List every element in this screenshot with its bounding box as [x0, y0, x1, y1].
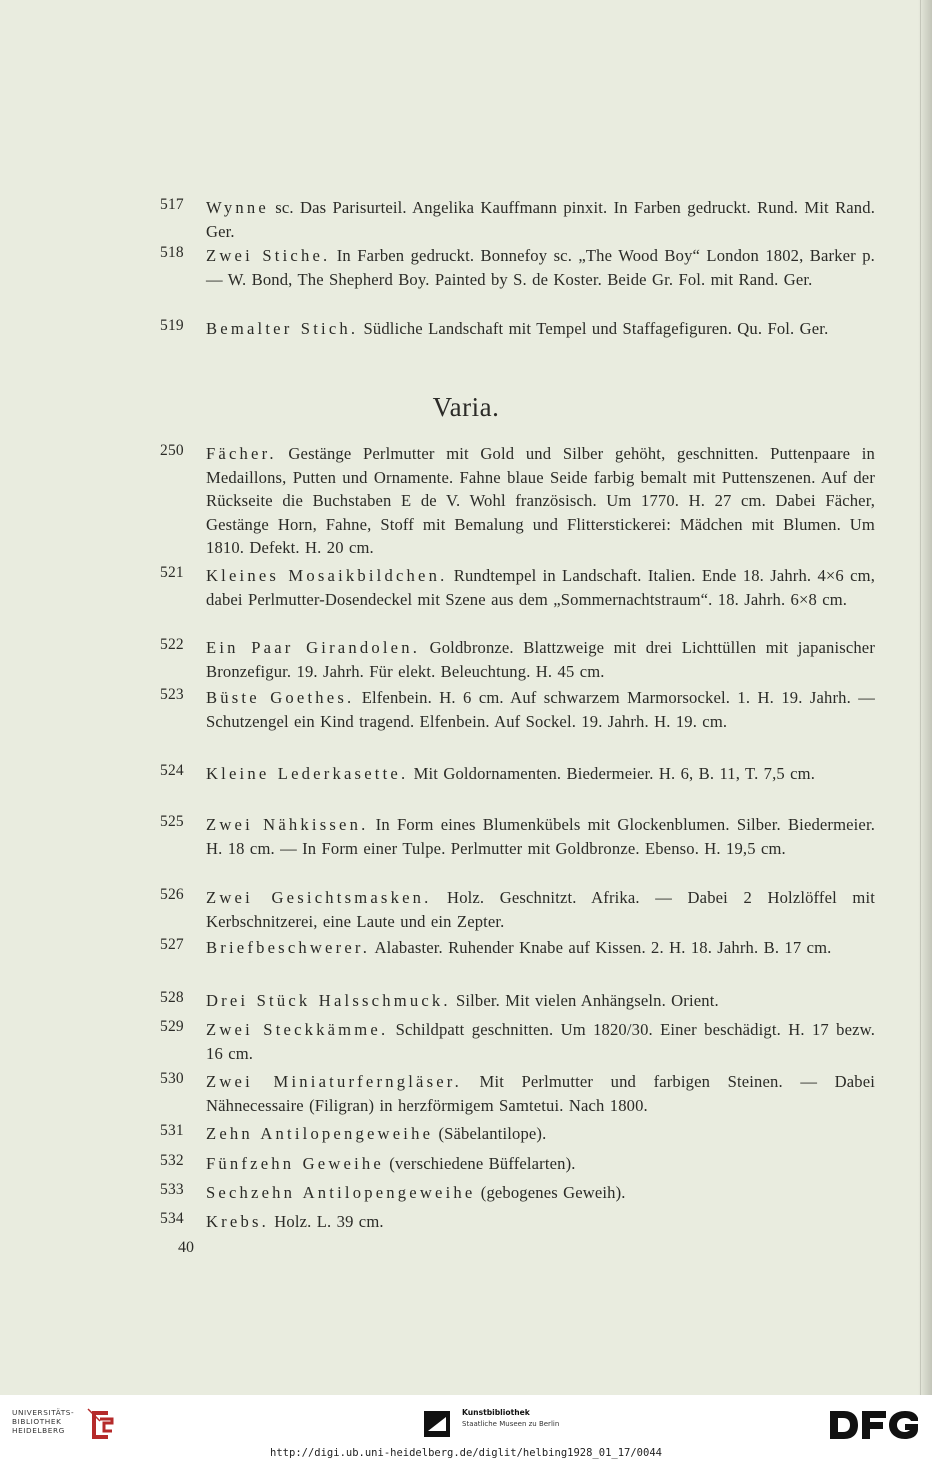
entry-name: Fünfzehn Geweihe [206, 1154, 384, 1173]
entry-text: Südliche Landschaft mit Tempel und Staffagefiguren. Qu. Fol. Ger. [358, 319, 829, 338]
university-line-1: UNIVERSITÄTS- [12, 1408, 75, 1417]
catalog-entry-522 [160, 636, 875, 683]
entry-name: Ein Paar Girandolen. [206, 638, 421, 657]
entry-number: 517 [160, 196, 184, 213]
entry-text: Holz. L. 39 cm. [268, 1212, 384, 1231]
entry-text: (Säbelantilope). [433, 1124, 547, 1143]
entry-name: Fächer. [206, 444, 277, 463]
entry-name: Zwei Gesichtsmasken. [206, 888, 432, 907]
catalog-entry-526 [160, 886, 875, 933]
catalog-entry-523 [160, 686, 875, 733]
entry-number: 525 [160, 813, 184, 830]
entry-number: 527 [160, 936, 184, 953]
catalog-entry-534 [160, 1210, 875, 1234]
university-line-3: HEIDELBERG [12, 1426, 65, 1436]
entry-number: 521 [160, 564, 184, 581]
catalog-entry-528 [160, 989, 875, 1013]
catalog-entry-529 [160, 1018, 875, 1065]
entry-name: Sechzehn Antilopengeweihe [206, 1183, 476, 1202]
entry-name: Krebs. [206, 1212, 269, 1231]
entry-number: 519 [160, 317, 184, 334]
university-crest-icon [86, 1407, 116, 1443]
page-number: 40 [178, 1239, 194, 1256]
entry-number: 531 [160, 1122, 184, 1139]
entry-text: Silber. Mit vielen Anhängseln. Orient. [450, 991, 719, 1010]
entry-number: 529 [160, 1018, 184, 1035]
entry-number: 524 [160, 762, 184, 779]
entry-text: Elfenbein. H. 6 cm. Auf schwarzem Marmorsockel. 1. H. 19. Jahrh. — Schutzengel ein Kind tragend. Elfenbein. Auf Sockel. 19. Jahrh. H. 19. cm. [206, 688, 875, 731]
catalog-entry-533 [160, 1181, 875, 1205]
entry-name: Zwei Miniaturferngläser. [206, 1072, 462, 1091]
entry-name: Wynne [206, 198, 269, 217]
entry-number: 533 [160, 1181, 184, 1198]
entry-name: Kleine Lederkasette. [206, 764, 409, 783]
catalog-entry-532 [160, 1152, 875, 1176]
catalog-entry-525 [160, 813, 875, 860]
catalog-entry-518 [160, 244, 875, 291]
entry-text: Mit Perlmutter und farbigen Steinen. — Dabei Nähnecessaire (Filigran) in herzförmigem Samtetui. Nach 1800. [206, 1072, 876, 1115]
entry-number: 532 [160, 1152, 184, 1169]
kunstbibliothek-subtitle: Staatliche Museen zu Berlin [462, 1420, 560, 1428]
entry-name: Büste Goethes. [206, 688, 355, 707]
entry-text: Gestänge Perlmutter mit Gold und Silber gehöht, geschnitten. Puttenpaare in Medaillons, Putten und Ornamente. Fahne blaue Seide farbig bemalt mit Puttenszenen. Auf der Rückseite die Buchstaben E de V. Wohl französisch. Um 1770. H. 27 cm. Dabei Fächer, Gestänge Horn, Fahne, Stoff mit Bemalung und Flitterstickerei: Mädchen mit Blumen. Um 1810. Defekt. H. 20 cm. [206, 444, 875, 558]
entry-number: 526 [160, 886, 184, 903]
entry-number: 534 [160, 1210, 184, 1227]
entry-number: 250 [160, 442, 184, 459]
footer-bar [0, 1395, 932, 1464]
entry-name: Briefbeschwerer. [206, 938, 371, 957]
university-line-2: BIBLIOTHEK [12, 1417, 62, 1427]
entry-text: sc. Das Parisurteil. Angelika Kauffmann pinxit. In Farben gedruckt. Rund. Mit Rand. Ger. [206, 198, 875, 241]
entry-text: Schildpatt geschnitten. Um 1820/30. Einer beschädigt. H. 17 bezw. 16 cm. [206, 1020, 875, 1063]
page-edge-line [920, 0, 921, 1395]
kunstbibliothek-mark-icon [424, 1411, 450, 1437]
entry-number: 518 [160, 244, 184, 261]
entry-name: Zehn Antilopengeweihe [206, 1124, 434, 1143]
entry-number: 530 [160, 1070, 184, 1087]
entry-name: Drei Stück Halsschmuck. [206, 991, 451, 1010]
section-title: Varia. [432, 392, 500, 422]
catalog-entry-521 [160, 564, 875, 611]
kunstbibliothek-logo[interactable] [424, 1407, 584, 1441]
catalog-entry-250 [160, 442, 875, 560]
entry-number: 528 [160, 989, 184, 1006]
catalog-entry-517 [160, 196, 875, 243]
university-library-name [12, 1408, 74, 1436]
entry-text: In Form eines Blumenkübels mit Glockenblumen. Silber. Biedermeier. H. 18 cm. — In Form einer Tulpe. Perlmutter mit Goldbronze. Ebenso. H. 19,5 cm. [206, 815, 875, 858]
catalog-entry-524 [160, 762, 875, 786]
catalog-entry-527 [160, 936, 875, 960]
entry-text: In Farben gedruckt. Bonnefoy sc. „The Wood Boy“ London 1802, Barker p. — W. Bond, The Shepherd Boy. Painted by S. de Koster. Beide Gr. Fol. mit Rand. Ger. [206, 246, 875, 289]
entry-text: (gebogenes Geweih). [475, 1183, 626, 1202]
dfg-logo[interactable] [826, 1405, 922, 1445]
kunstbibliothek-title: Kunstbibliothek [462, 1408, 530, 1417]
entry-name: Zwei Nähkissen. [206, 815, 369, 834]
entry-number: 523 [160, 686, 184, 703]
entry-text: (verschiedene Büffelarten). [384, 1154, 576, 1173]
catalog-entry-531 [160, 1122, 875, 1146]
entry-name: Kleines Mosaikbildchen. [206, 566, 448, 585]
source-url[interactable]: http://digi.ub.uni-heidelberg.de/diglit/helbing1928_01_17/0044 [270, 1447, 662, 1459]
entry-text: Holz. Geschnitzt. Afrika. — Dabei 2 Holzlöffel mit Kerbschnitzerei, eine Laute und ein Zepter. [206, 888, 876, 931]
catalog-entry-530 [160, 1070, 875, 1117]
entry-text: Goldbronze. Blattzweige mit drei Lichttüllen mit japanischer Bronzefigur. 19. Jahrh. Für elekt. Beleuchtung. H. 45 cm. [206, 638, 875, 681]
entry-text: Rundtempel in Landschaft. Italien. Ende 18. Jahrh. 4×6 cm, dabei Perlmutter-Dosendeckel mit Szene aus dem „Sommernachtstraum“. 18. Jahrh. 6×8 cm. [206, 566, 875, 609]
entry-name: Zwei Steckkämme. [206, 1020, 389, 1039]
entry-name: Zwei Stiche. [206, 246, 331, 265]
entry-number: 522 [160, 636, 184, 653]
university-library-logo[interactable] [12, 1407, 122, 1443]
entry-text: Mit Goldornamenten. Biedermeier. H. 6, B. 11, T. 7,5 cm. [408, 764, 816, 783]
entry-text: Alabaster. Ruhender Knabe auf Kissen. 2. H. 18. Jahrh. B. 17 cm. [370, 938, 832, 957]
entry-name: Bemalter Stich. [206, 319, 359, 338]
catalog-entry-519 [160, 317, 875, 341]
